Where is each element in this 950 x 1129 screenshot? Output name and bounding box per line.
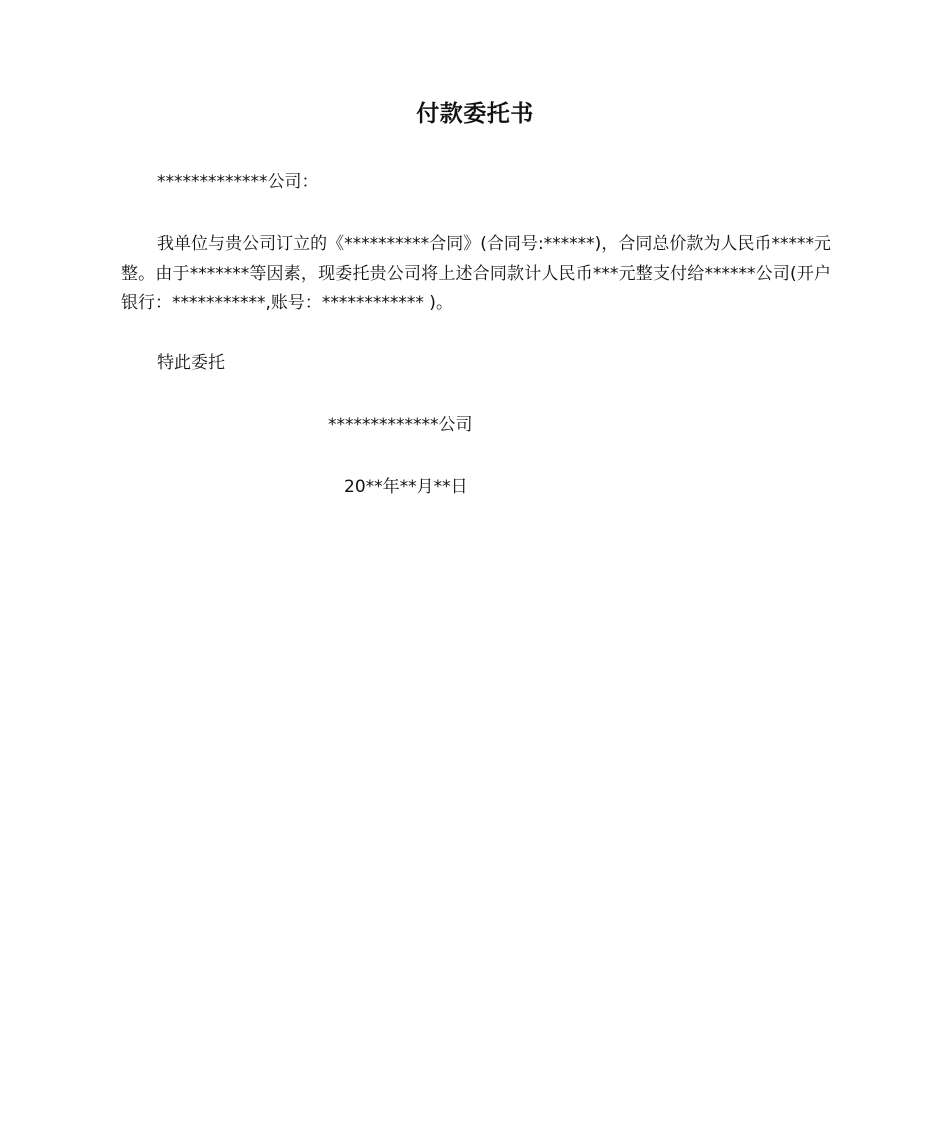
body-paragraph: 我单位与贵公司订立的《**********合同》(合同号:******)，合同总价款为人民币*****元整。由于*******等因素，现委托贵公司将上述合同款计人民币***元整支付给******公司(开户银行：***********,账号：************ )。 xyxy=(121,234,831,313)
signature-date: 20**年**月**日 xyxy=(344,477,468,497)
closing-line: 特此委托 xyxy=(157,353,225,373)
document-title: 付款委托书 xyxy=(416,101,534,127)
signature-company: *************公司 xyxy=(328,415,473,435)
salutation-line: *************公司： xyxy=(157,172,319,192)
